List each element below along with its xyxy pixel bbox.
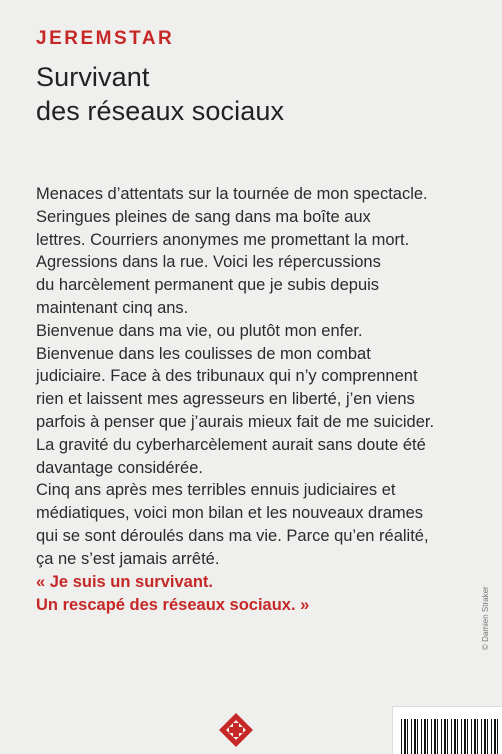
blurb-line: parfois à penser que j’aurais mieux fait de me suicider.	[36, 412, 435, 431]
blurb-line: davantage considérée.	[36, 458, 203, 477]
blurb-line: La gravité du cyberharcèlement aurait sans doute été	[36, 435, 426, 454]
blurb-line: judiciaire. Face à des tribunaux qui n’y comprennent	[36, 367, 418, 386]
barcode-icon	[392, 706, 502, 754]
blurb-line: Seringues pleines de sang dans ma boîte aux	[36, 207, 371, 226]
blurb-line: Bienvenue dans ma vie, ou plutôt mon enfer.	[36, 321, 363, 340]
barcode-bars	[401, 719, 501, 754]
blurb-line: lettres. Courriers anonymes me promettant la mort.	[36, 230, 410, 249]
blurb-line: qui se sont déroulés dans ma vie. Parce qu’en réalité,	[36, 526, 429, 545]
blurb-line: Cinq ans après mes terribles ennuis judiciaires et	[36, 481, 396, 500]
photo-credit: © Damien Straker	[481, 586, 490, 650]
blurb-line: Agressions dans la rue. Voici les répercussions	[36, 253, 381, 272]
author-name: JEREMSTAR	[36, 28, 175, 49]
book-title	[36, 60, 284, 128]
blurb-line: ça ne s’est jamais arrêté.	[36, 549, 220, 568]
blurb-line: médiatiques, voici mon bilan et les nouveaux drames	[36, 504, 424, 523]
pull-quote	[36, 571, 309, 617]
blurb-line: rien et laissent mes agresseurs en liberté, j’en viens	[36, 390, 415, 409]
book-title-line: Survivant	[36, 62, 150, 92]
publisher-diamond-logo-icon	[219, 713, 253, 747]
blurb-line: maintenant cinq ans.	[36, 298, 189, 317]
blurb-text	[36, 183, 496, 571]
blurb-line: Menaces d’attentats sur la tournée de mon spectacle.	[36, 185, 428, 203]
book-title-line: des réseaux sociaux	[36, 96, 285, 126]
blurb-line: du harcèlement permanent que je subis depuis	[36, 276, 380, 295]
blurb-line: Bienvenue dans les coulisses de mon combat	[36, 344, 371, 363]
pull-quote-line: « Je suis un survivant.	[36, 573, 213, 591]
pull-quote-line: Un rescapé des réseaux sociaux. »	[36, 596, 310, 614]
